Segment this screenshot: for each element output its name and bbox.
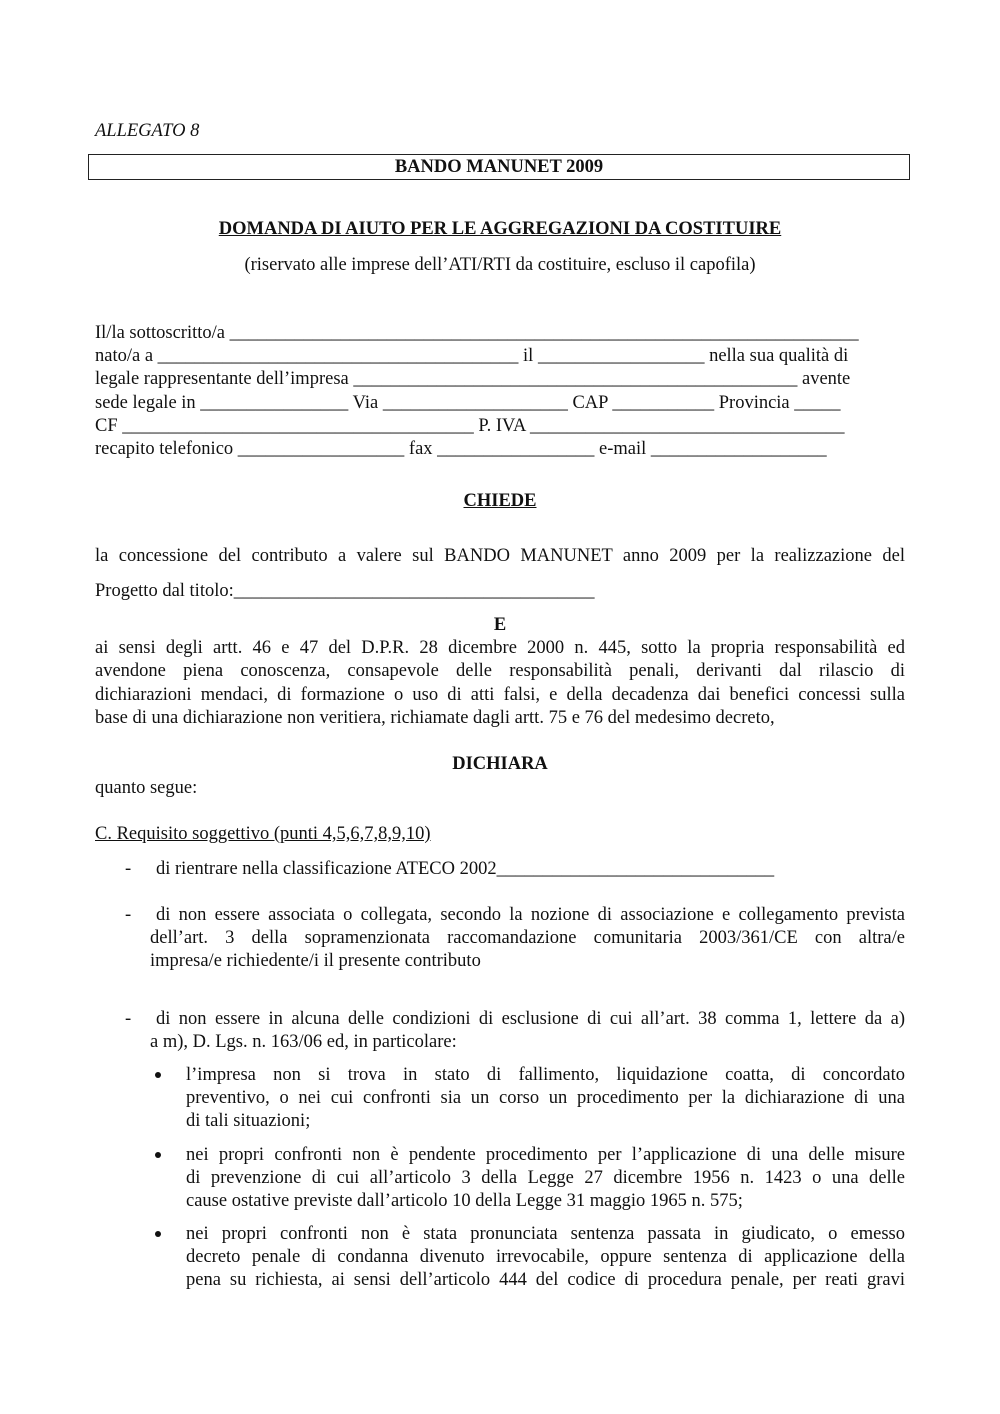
chiede-heading: CHIEDE: [463, 491, 537, 511]
form-line-nato: nato/a a _______________________________________ il __________________ nella sua qualità di: [95, 346, 849, 366]
chiede-text-line2: Progetto dal titolo:_______________________________________: [95, 581, 595, 601]
bullet-line: decreto penale di condanna divenuto irrevocabile, oppure sentenza di applicazione della: [186, 1247, 905, 1267]
bullet-line: l’impresa non si trova in stato di fallimento, liquidazione coatta, di concordato: [186, 1065, 905, 1085]
chiede-text-line1: la concessione del contributo a valere sul BANDO MANUNET anno 2009 per la realizzazione del: [95, 546, 905, 566]
bullet-line: di tali situazioni;: [186, 1111, 311, 1131]
list-dash: -: [125, 905, 132, 925]
list-item: [150, 1008, 905, 1054]
e-text-line1: ai sensi degli artt. 46 e 47 del D.P.R. 28 dicembre 2000 n. 445, sotto la propria responsabilità ed: [95, 638, 905, 658]
item-line: dell’art. 3 della sopramenzionata raccomandazione comunitaria 2003/361/CE con altra/e: [150, 928, 905, 948]
list-dash: -: [125, 859, 132, 879]
item-line: di rientrare nella classificazione ATECO 2002______________________________: [156, 859, 775, 879]
list-dash: -: [125, 1009, 132, 1029]
bullet-line: nei propri confronti non è pendente procedimento per l’applicazione di una delle misure: [186, 1145, 905, 1165]
form-line-sede: sede legale in ________________ Via ____________________ CAP ___________ Provincia _____: [95, 393, 841, 413]
dichiara-intro: quanto segue:: [95, 778, 198, 798]
bullet-icon: [153, 1064, 165, 1087]
form-line-recapito: recapito telefonico __________________ fax _________________ e-mail ___________________: [95, 439, 827, 459]
item-line: di non essere in alcuna delle condizioni di esclusione di cui all’art. 38 comma 1, lettere da a): [156, 1009, 905, 1029]
bullet-item: [186, 1144, 905, 1213]
item-line: a m), D. Lgs. n. 163/06 ed, in particolare:: [150, 1032, 457, 1052]
list-item: [150, 904, 905, 973]
bando-title-box: [88, 154, 910, 180]
form-line-sottoscritto: Il/la sottoscritto/a ____________________________________________________________________: [95, 323, 859, 343]
bando-title: BANDO MANUNET 2009: [394, 157, 604, 177]
attachment-label: ALLEGATO 8: [95, 121, 200, 141]
bullet-item: [186, 1064, 905, 1133]
form-line-legale: legale rappresentante dell’impresa ________________________________________________ avente: [95, 369, 851, 389]
bullet-icon: [153, 1144, 165, 1167]
bullet-line: nei propri confronti non è stata pronunciata sentenza passata in giudicato, o emesso: [186, 1224, 905, 1244]
form-line-cf: CF ______________________________________ P. IVA __________________________________: [95, 416, 845, 436]
e-text-line2: avendone piena conoscenza, consapevole delle responsabilità penali, derivanti dal rilascio di: [95, 661, 905, 681]
e-text-line3: dichiarazioni mendaci, di formazione o uso di atti falsi, e della decadenza dai benefici concessi sulla: [95, 685, 905, 705]
bullet-line: pena su richiesta, ai sensi dell’articolo 444 del codice di procedura penale, per reati gravi: [186, 1270, 905, 1290]
bullet-line: preventivo, o nei cui confronti sia un corso un procedimento per la dichiarazione di una: [186, 1088, 905, 1108]
bullet-item: [186, 1223, 905, 1292]
bullet-icon: [153, 1223, 165, 1246]
item-line: di non essere associata o collegata, secondo la nozione di associazione e collegamento prevista: [156, 905, 905, 925]
dichiara-heading: DICHIARA: [452, 754, 548, 774]
bullet-line: di prevenzione di cui all’articolo 3 della Legge 27 dicembre 1956 n. 1423 o una delle: [186, 1168, 905, 1188]
e-heading: E: [493, 615, 507, 635]
list-item: [150, 858, 905, 881]
item-line: impresa/e richiedente/i il presente contributo: [150, 951, 481, 971]
section-c-title: C. Requisito soggettivo (punti 4,5,6,7,8,9,10): [95, 824, 431, 844]
document-subtitle: (riservato alle imprese dell’ATI/RTI da costituire, escluso il capofila): [244, 255, 756, 275]
document-title: DOMANDA DI AIUTO PER LE AGGREGAZIONI DA COSTITUIRE: [218, 219, 782, 239]
e-text-line4: base di una dichiarazione non veritiera, richiamate dagli artt. 75 e 76 del medesimo decreto,: [95, 708, 775, 728]
bullet-line: cause ostative previste dall’articolo 10 della Legge 31 maggio 1965 n. 575;: [186, 1191, 743, 1211]
